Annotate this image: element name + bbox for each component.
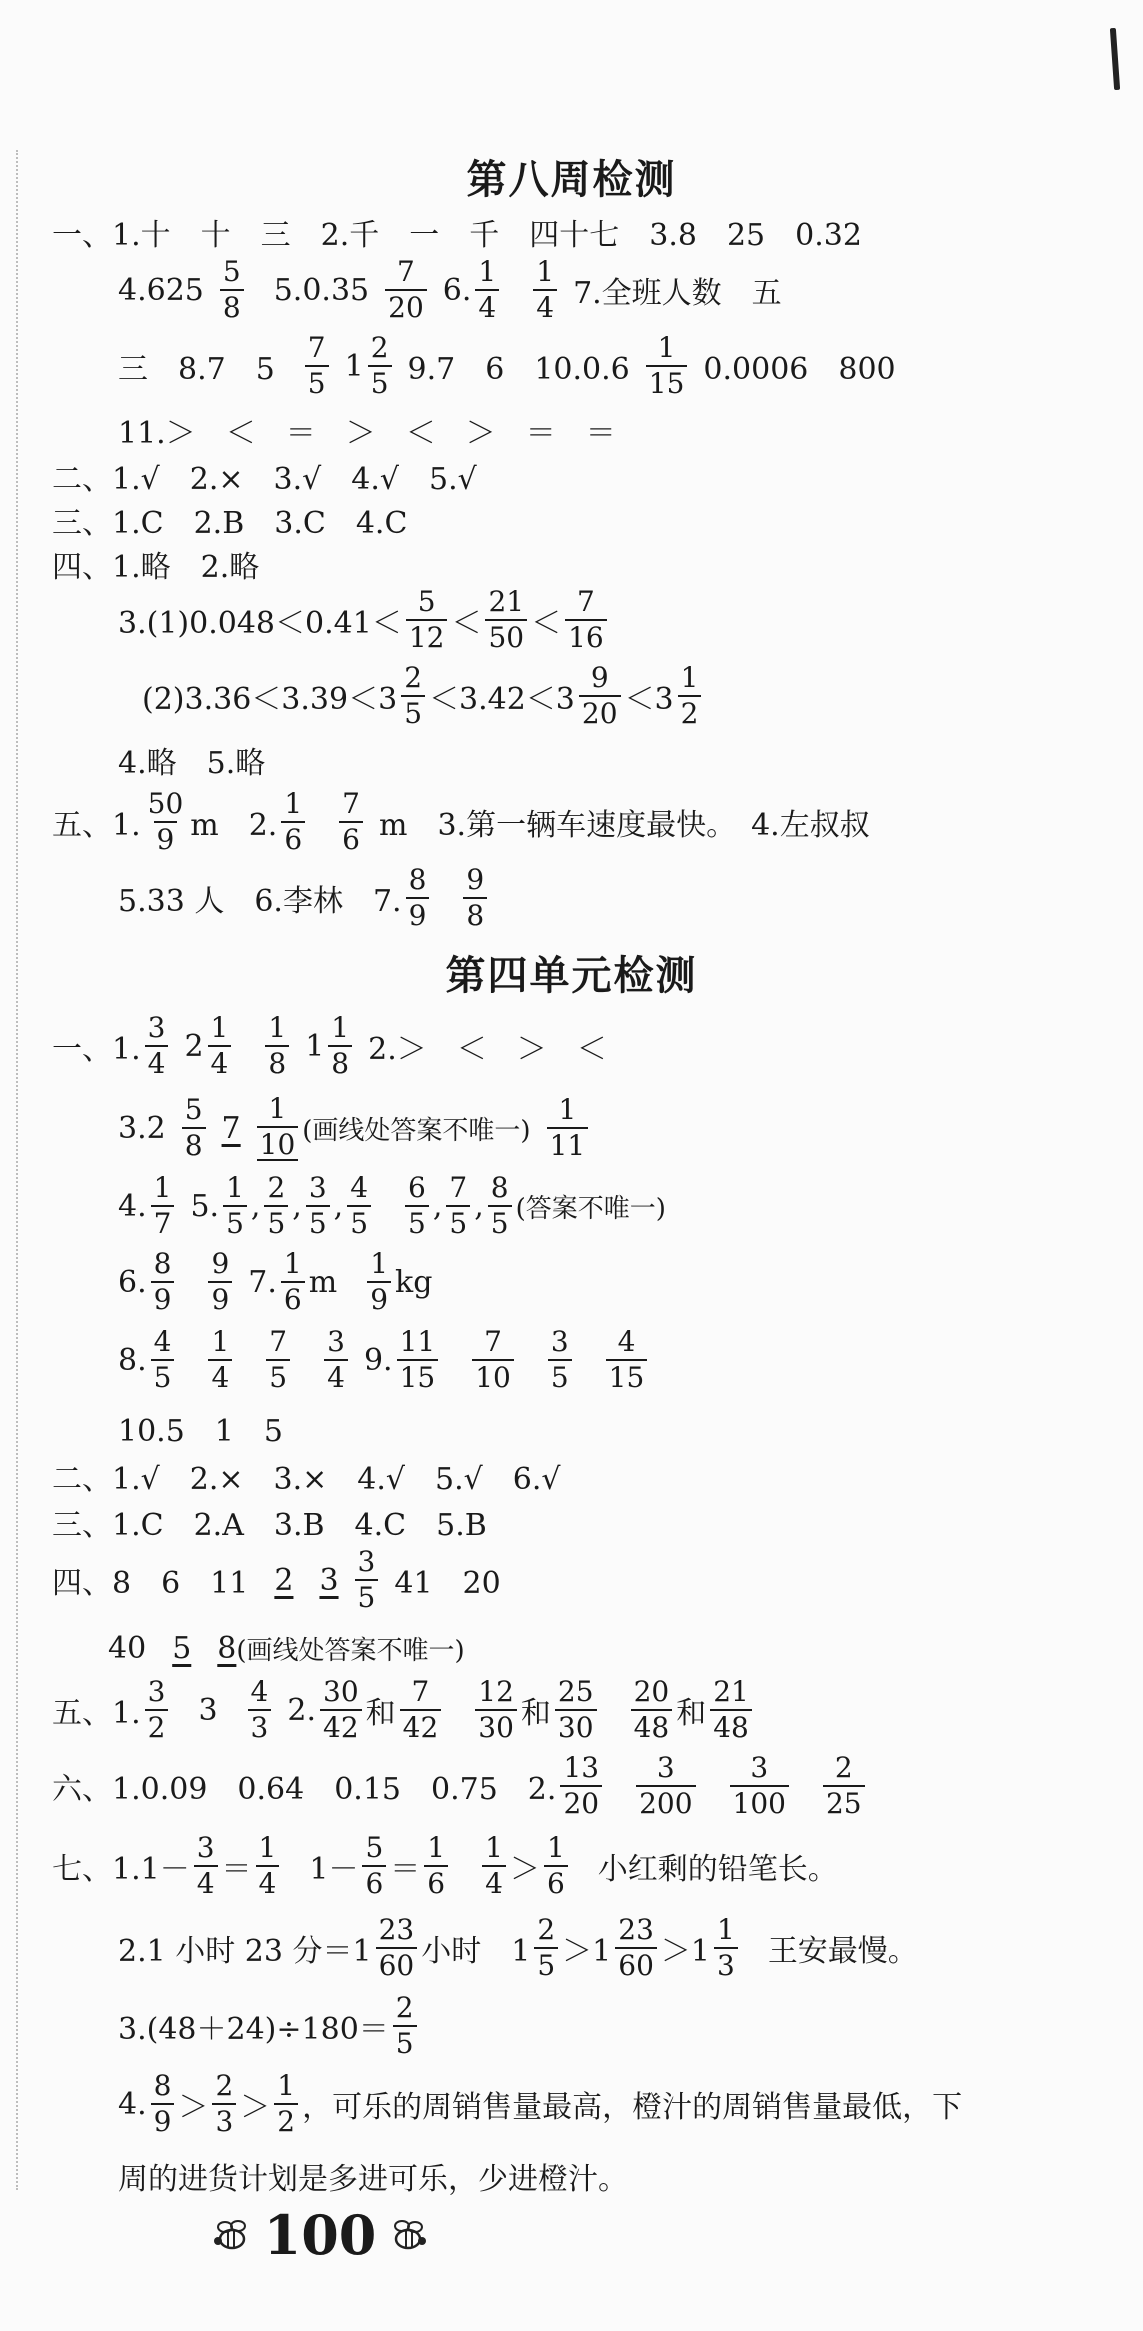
answer-text: ＜3.42＜3 xyxy=(429,682,575,717)
answer-text: 2 xyxy=(274,1562,294,1598)
answer-note: (画线处答案不唯一) xyxy=(302,1115,531,1146)
answer-text: ＜3 xyxy=(624,682,674,717)
answer-line: 4. 1 7 5. 1 5 , 2 5 , 3 5 , 4 5 6 5 , 7 5 , 8 5 (答案不唯一) xyxy=(118,1171,666,1240)
answer-text: ＞ xyxy=(509,1852,540,1887)
answer-text: 小红剩的铅笔长。 xyxy=(597,1852,838,1887)
fraction: 8 5 xyxy=(488,1174,512,1238)
fraction: 1 8 xyxy=(328,1014,352,1078)
answer-text: 二、1.√ 2.× 3.× 4.√ 5.√ 6.√ xyxy=(52,1462,561,1497)
answer-text: 4. xyxy=(118,1188,147,1224)
answer-text: 8. xyxy=(118,1342,147,1378)
fraction: 1 2 xyxy=(678,664,702,728)
answer-text: ＝ xyxy=(221,1852,252,1887)
fraction: 7 5 xyxy=(305,334,329,398)
answer-line xyxy=(118,2068,962,2140)
fraction: 6 5 xyxy=(405,1174,429,1238)
fraction: 13 20 xyxy=(560,1754,602,1818)
answer-text: 3.(48＋24)÷180＝ xyxy=(118,2012,389,2047)
fraction: 2 25 xyxy=(823,1754,865,1818)
answer-note: (答案不唯一) xyxy=(515,1193,666,1224)
answer-text: 7. xyxy=(248,1264,277,1300)
fraction: 1 2 xyxy=(274,2072,298,2136)
fraction: 1 4 xyxy=(482,1834,506,1898)
fraction: 1 6 xyxy=(424,1834,448,1898)
fraction: 1 6 xyxy=(281,790,305,854)
fraction: 1 3 xyxy=(714,1916,738,1980)
answer-line xyxy=(118,862,491,934)
fraction: 3 200 xyxy=(636,1754,695,1818)
answer-line xyxy=(118,1912,918,1984)
answer-line xyxy=(118,1324,651,1396)
fraction: 7 20 xyxy=(385,258,427,322)
answer-text: 四、8 6 11 xyxy=(52,1566,249,1601)
fraction: 2 5 xyxy=(368,334,392,398)
answer-text: 三、1.C 2.A 3.B 4.C 5.B xyxy=(52,1508,487,1543)
fraction: 9 9 xyxy=(208,1250,232,1314)
answer-text: 和 xyxy=(365,1696,396,1731)
answer-text: 6. xyxy=(118,1264,147,1300)
answer-text: 4.略 5.略 xyxy=(118,746,266,781)
answer-text: 5 xyxy=(172,1630,192,1666)
answer-text: ＜ xyxy=(531,606,562,641)
answer-text: 8 xyxy=(217,1630,237,1666)
fraction: 7 10 xyxy=(472,1328,514,1392)
answer-line xyxy=(118,584,611,656)
answer-text: (2)3.36＜3.39＜3 xyxy=(142,682,398,717)
answer-text: 3 xyxy=(319,1562,339,1598)
answer-text: 0.0006 800 xyxy=(703,352,896,387)
answer-line xyxy=(52,1544,501,1616)
fraction: 1 8 xyxy=(265,1014,289,1078)
fraction: 3 2 xyxy=(145,1678,169,1742)
fraction: 7 5 xyxy=(266,1328,290,1392)
page-number: 100 xyxy=(263,2203,377,2267)
answer-text: 2.1 小时 23 分＝1 xyxy=(118,1934,372,1969)
section-title-week8: 第八周检测 xyxy=(466,157,677,203)
answer-text: m xyxy=(308,1264,338,1300)
fraction: 3 4 xyxy=(324,1328,348,1392)
answer-text: 2 xyxy=(184,1028,204,1064)
answer-line xyxy=(52,1010,607,1082)
answer-text: ，可乐的周销售量最高，橙汁的周销售量最低，下 xyxy=(302,2090,963,2125)
fraction: 11 15 xyxy=(397,1328,439,1392)
answer-text: 6. xyxy=(442,272,472,308)
answer-text: 4.625 xyxy=(118,272,204,308)
fraction: 12 30 xyxy=(475,1678,517,1742)
fraction: 1 4 xyxy=(475,258,499,322)
answer-line xyxy=(118,1246,432,1318)
fraction: 1 5 xyxy=(223,1174,247,1238)
fraction: 5 12 xyxy=(406,588,448,652)
fraction: 7 42 xyxy=(400,1678,442,1742)
fraction: 1 4 xyxy=(208,1328,232,1392)
answer-text: 9. xyxy=(363,1342,393,1378)
answer-text: 7.全班人数 五 xyxy=(573,276,782,311)
fraction: 2 3 xyxy=(212,2072,236,2136)
answer-line xyxy=(118,330,896,402)
fraction: 1 4 xyxy=(533,258,557,322)
answer-text: 4. xyxy=(118,2086,147,2122)
fraction: 8 9 xyxy=(151,2072,175,2136)
fraction: 2 5 xyxy=(401,664,425,728)
answer-line xyxy=(118,1990,421,2062)
answer-text: 七、1.1－ xyxy=(52,1852,190,1887)
fraction: 21 50 xyxy=(485,588,527,652)
bee-icon xyxy=(210,2217,254,2253)
answer-text: ＜ xyxy=(451,606,482,641)
fraction: 3 4 xyxy=(194,1834,218,1898)
fraction: 2 5 xyxy=(264,1174,288,1238)
answer-text: 3 xyxy=(198,1692,218,1728)
answer-line xyxy=(118,254,782,326)
fraction: 25 30 xyxy=(555,1678,597,1742)
answer-text: 11.＞ ＜ ＝ ＞ ＜ ＞ ＝ ＝ xyxy=(118,416,616,451)
answer-text: 王安最慢。 xyxy=(767,1934,918,1969)
answer-line xyxy=(52,1674,756,1746)
answer-text: kg xyxy=(395,1264,433,1300)
fraction: 20 48 xyxy=(631,1678,673,1742)
answer-text: 五、1. xyxy=(52,808,141,843)
answer-text: ＞1 xyxy=(660,1934,710,1969)
answer-line xyxy=(52,1830,838,1902)
answer-text: 三 8.7 5 xyxy=(118,352,275,387)
fraction: 7 5 xyxy=(446,1174,470,1238)
answer-text: ＞ xyxy=(240,2090,271,2125)
answer-text: 7 xyxy=(221,1110,241,1146)
answer-text: 三、1.C 2.B 3.C 4.C xyxy=(52,506,408,541)
answer-text: ＞1 xyxy=(562,1934,612,1969)
fraction: 1 4 xyxy=(256,1834,280,1898)
fraction: 1 6 xyxy=(281,1250,305,1314)
fraction: 4 3 xyxy=(248,1678,272,1742)
fraction: 5 8 xyxy=(182,1096,206,1160)
fraction: 5 8 xyxy=(220,258,244,322)
answer-text: m 2. xyxy=(190,808,278,843)
answer-text: 5.33 人 6.李林 7. xyxy=(118,884,402,919)
fraction: 3 5 xyxy=(306,1174,330,1238)
fraction: 50 9 xyxy=(147,787,184,856)
answer-line xyxy=(52,1750,869,1822)
answer-text: 1 xyxy=(344,348,364,384)
fraction: 7 16 xyxy=(565,588,607,652)
answer-text: 1－ xyxy=(309,1852,359,1887)
fraction: 7 6 xyxy=(339,790,363,854)
fraction: 23 60 xyxy=(376,1916,418,1980)
answer-text: ＞ xyxy=(178,2090,209,2125)
fraction: 4 5 xyxy=(151,1328,175,1392)
fraction: 1 9 xyxy=(367,1250,391,1314)
answer-text: 5. xyxy=(190,1188,220,1224)
binding-dotted-line xyxy=(16,150,18,2190)
answer-text: 9.7 6 10.0.6 xyxy=(407,352,630,387)
answer-note: (画线处答案不唯一) xyxy=(236,1635,465,1666)
answer-text: 40 xyxy=(108,1630,147,1666)
fraction: 1 7 xyxy=(151,1174,175,1238)
answer-text: 和 xyxy=(676,1696,707,1731)
fraction: 9 20 xyxy=(579,664,621,728)
answer-text: m 3.第一辆车速度最快。 4.左叔叔 xyxy=(379,808,870,843)
fraction: 9 8 xyxy=(463,866,487,930)
fraction: 2 5 xyxy=(393,1994,417,2058)
fraction: 1 11 xyxy=(547,1096,589,1160)
fraction: 8 9 xyxy=(406,866,430,930)
answer-text: 和 xyxy=(520,1696,551,1731)
fraction: 5 6 xyxy=(362,1834,386,1898)
answer-line xyxy=(142,660,705,732)
answer-line xyxy=(52,786,870,858)
fraction: 1 6 xyxy=(544,1834,568,1898)
answer-text: 41 20 xyxy=(394,1566,501,1601)
fraction: 3 5 xyxy=(548,1328,572,1392)
fraction: 30 42 xyxy=(320,1678,362,1742)
answer-text: 2.＞ ＜ ＞ ＜ xyxy=(368,1032,607,1067)
answer-text: 小时 1 xyxy=(421,1934,531,1969)
fraction: 3 4 xyxy=(145,1014,169,1078)
answer-text: 五、1. xyxy=(52,1696,141,1731)
fraction: 21 48 xyxy=(710,1678,752,1742)
answer-text: 3.2 xyxy=(118,1110,166,1146)
fraction: 4 5 xyxy=(347,1174,371,1238)
answer-text: 3.(1)0.048＜0.41＜ xyxy=(118,606,402,641)
fraction: 1 10 xyxy=(257,1095,299,1161)
section-title-unit4: 第四单元检测 xyxy=(445,953,698,999)
answer-text: 一、1. xyxy=(52,1032,141,1067)
scan-edge-mark xyxy=(1110,28,1120,90)
fraction: 1 15 xyxy=(646,334,688,398)
answer-text: 1 xyxy=(305,1028,325,1064)
answer-text: 10.5 1 5 xyxy=(118,1414,283,1449)
fraction: 23 60 xyxy=(615,1916,657,1980)
answer-text: 周的进货计划是多进可乐，少进橙汁。 xyxy=(118,2162,628,2197)
answer-line xyxy=(118,1092,592,1164)
answer-text: 四、1.略 2.略 xyxy=(52,550,260,585)
fraction: 3 5 xyxy=(355,1548,379,1612)
answer-text: 二、1.√ 2.× 3.√ 4.√ 5.√ xyxy=(52,462,477,497)
bee-icon xyxy=(386,2217,430,2253)
answer-text: 5.0.35 xyxy=(273,272,370,308)
answer-text: 一、1.十 十 三 2.千 一 千 四十七 3.8 25 0.32 xyxy=(52,218,862,253)
page-footer xyxy=(200,2190,440,2280)
fraction: 1 4 xyxy=(208,1014,232,1078)
answer-text: ＝ xyxy=(390,1852,421,1887)
fraction: 4 15 xyxy=(606,1328,648,1392)
fraction: 2 5 xyxy=(534,1916,558,1980)
fraction: 8 9 xyxy=(151,1250,175,1314)
answer-text: 2. xyxy=(287,1692,316,1728)
answer-text: 六、1.0.09 0.64 0.15 0.75 2. xyxy=(52,1772,557,1807)
fraction: 3 100 xyxy=(730,1754,789,1818)
